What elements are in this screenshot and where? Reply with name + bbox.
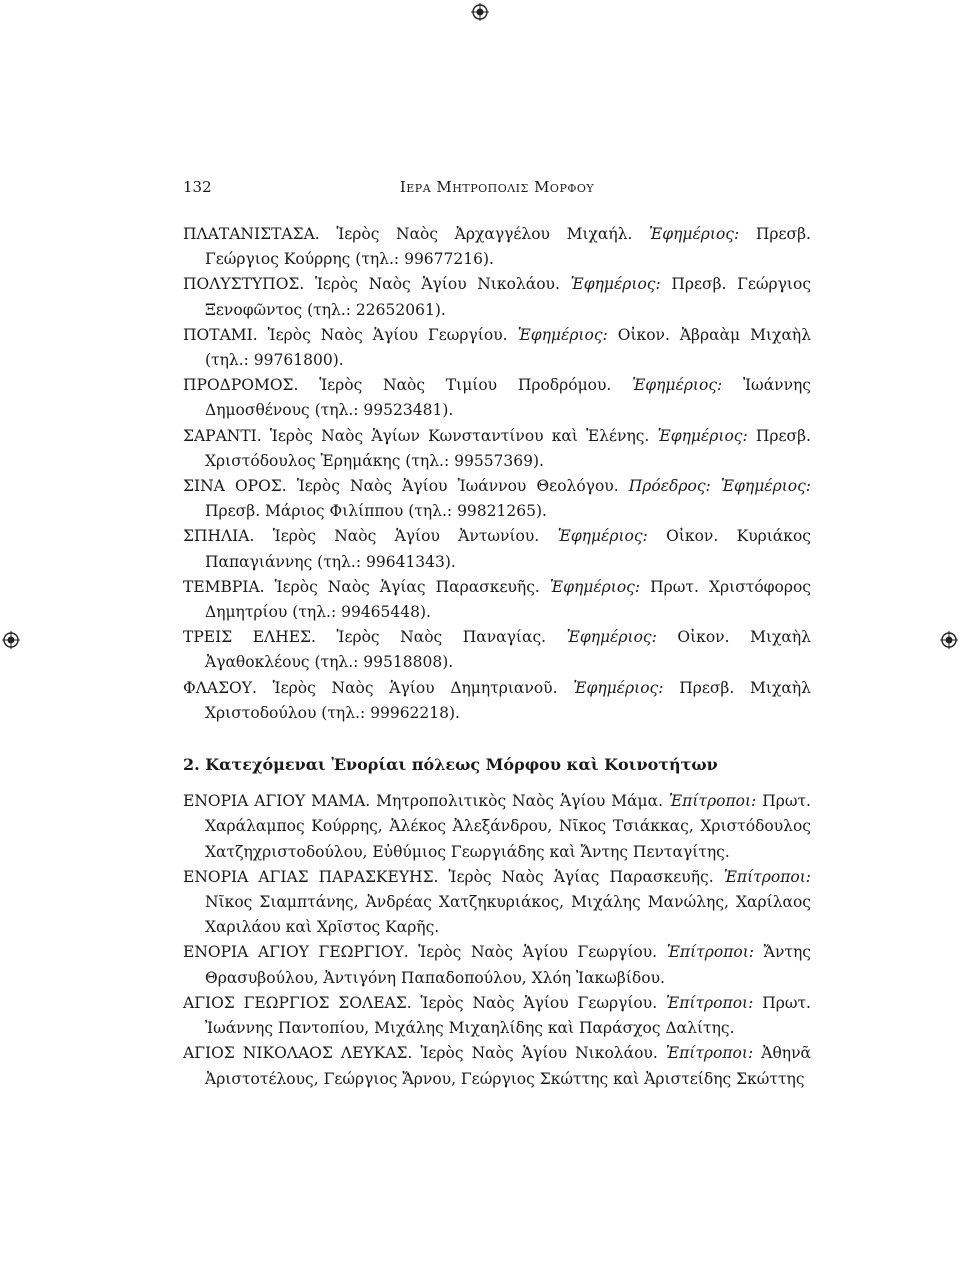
entry-church: Ἱερὸς Ναὸς Ἁγίου Γεωργίου.: [267, 325, 508, 344]
entry-church: Ἱερὸς Ναὸς Ἁγίου Νικολάου.: [420, 1044, 658, 1063]
list-item: [183, 625, 811, 675]
entry-details: Οἰκον. Κυριάκος Παπαγιάννης (τηλ.: 99641343).: [205, 527, 811, 571]
entry-role: Ἐφημέριος:: [517, 325, 608, 344]
entry-place: ΠΡΟΔΡΟΜΟΣ.: [183, 376, 299, 395]
page-number: 132: [183, 178, 212, 196]
page-body: [183, 222, 811, 1092]
entry-details: Ἀθηνᾶ Ἀριστοτέλους, Γεώργιος Ἄρνου, Γεώργιος Σκώττης καὶ Ἀριστείδης Σκώττης: [205, 1044, 811, 1088]
list-item: [183, 991, 811, 1041]
list-item: [183, 323, 811, 373]
entry-role: Ἐφημέριος:: [632, 376, 723, 395]
entry-church: Μητροπολιτικὸς Ναὸς Ἁγίου Μάμα.: [376, 792, 664, 811]
registration-mark-icon: [2, 631, 20, 649]
list-item: [183, 474, 811, 524]
registration-mark-icon: [471, 3, 489, 21]
entry-church: Ἱερὸς Ναὸς Ἁγίας Παρασκευῆς.: [274, 577, 540, 596]
list-item: [183, 222, 811, 272]
parish-list: [183, 222, 811, 726]
entry-details: Πρεσβ. Μιχαὴλ Χριστοδούλου (τηλ.: 99962218).: [205, 678, 811, 722]
entry-role: Ἐφημέριος:: [557, 527, 648, 546]
list-item: [183, 424, 811, 474]
registration-mark-icon: [940, 631, 958, 649]
entry-role: Ἐφημέριος:: [549, 577, 641, 596]
list-item: [183, 676, 811, 726]
entry-role: Ἐπίτροποι:: [723, 867, 812, 886]
entry-details: Ἰωάννης Δημοσθένους (τηλ.: 99523481).: [205, 376, 811, 420]
entry-place: ΕΝΟΡΙΑ ΑΓΙΟΥ ΜΑΜΑ.: [183, 792, 371, 811]
entry-role: Ἐφημέριος:: [573, 678, 664, 697]
entry-place: ΤΡΕΙΣ ΕΛΗΕΣ.: [183, 628, 316, 647]
entry-church: Ἱερὸς Ναὸς Ἁγίου Ἰωάννου Θεολόγου.: [296, 477, 619, 496]
entry-role: Ἐφημέριος:: [649, 225, 740, 243]
entry-details: Πρεσβ. Γεώργιος Ξενοφῶντος (τηλ.: 22652061).: [205, 275, 812, 319]
entry-role: Ἐπίτροποι:: [666, 943, 755, 962]
list-item: [183, 1041, 811, 1091]
entry-role: Ἐπίτροποι:: [666, 993, 754, 1012]
entry-place: ΣΑΡΑΝΤΙ.: [183, 426, 262, 445]
entry-role: Πρόεδρος: Ἐφημέριος:: [628, 477, 812, 496]
entry-place: ΕΝΟΡΙΑ ΑΓΙΑΣ ΠΑΡΑΣΚΕΥΗΣ.: [183, 867, 439, 886]
entry-role: Ἐπίτροποι:: [665, 1044, 754, 1063]
entry-church: Ἱερὸς Ναὸς Ἁγίας Παρασκευῆς.: [448, 867, 714, 886]
entry-church: Ἱερὸς Ναὸς Ἁγίου Δημητριανοῦ.: [272, 678, 558, 697]
entry-place: ΦΛΑΣΟΥ.: [183, 678, 257, 697]
entry-details: Ἄντης Θρασυβούλου, Ἀντιγόνη Παπαδοπούλου, Χλόη Ἰακωβίδου.: [205, 943, 811, 987]
entry-details: Πρωτ. Ἰωάννης Παντοπίου, Μιχάλης Μιχαηλίδης καὶ Παράσχος Δαλίτης.: [205, 993, 811, 1038]
entry-church: Ἱερὸς Ναὸς Ἁγίου Γεωργίου.: [420, 993, 658, 1012]
entry-place: ΑΓΙΟΣ ΝΙΚΟΛΑΟΣ ΛΕΥΚΑΣ.: [183, 1044, 413, 1063]
running-head: [183, 178, 811, 202]
entry-role: Ἐπίτροποι:: [668, 792, 757, 811]
entry-church: Ἱερὸς Ναὸς Ἁγίου Ἀντωνίου.: [272, 527, 540, 546]
list-item: [183, 575, 811, 625]
entry-details: Πρεσβ. Χριστόδουλος Ἐρημάκης (τηλ.: 99557369).: [205, 426, 811, 470]
section-heading: 2. Κατεχόμεναι Ἐνορίαι πόλεως Μόρφου καὶ Κοινοτήτων: [183, 755, 718, 775]
entry-church: Ἱερὸς Ναὸς Τιμίου Προδρόμου.: [319, 376, 612, 395]
entry-place: ΤΕΜΒΡΙΑ.: [183, 577, 265, 596]
entry-church: Ἱερὸς Ναὸς Ἁγίου Γεωργίου.: [418, 943, 658, 962]
entry-details: Πρωτ. Χαράλαμπος Κούρρης, Ἀλέκος Ἀλεξάνδρου, Νῖκος Τσιάκκας, Χριστόδουλος Χατζηχριστοδούλου, Εὐθύμιος Γεωργιάδης καὶ Ἄντης Πενταγίτης.: [205, 792, 811, 861]
entry-church: Ἱερὸς Ναὸς Ἀρχαγγέλου Μιχαήλ.: [336, 225, 633, 243]
entry-place: ΠΟΤΑΜΙ.: [183, 325, 258, 344]
entry-role: Ἐφημέριος:: [570, 275, 661, 294]
list-item: [183, 373, 811, 423]
entry-church: Ἱερὸς Ναὸς Ἁγίου Νικολάου.: [314, 275, 560, 294]
entry-place: ΣΠΗΛΙΑ.: [183, 527, 255, 546]
entry-details: Πρεσβ. Γεώργιος Κούρρης (τηλ.: 99677216).: [205, 225, 811, 269]
entry-church: Ἱερὸς Ναὸς Ἁγίων Κωνσταντίνου καὶ Ἑλένης.: [269, 426, 650, 445]
entry-place: ΑΓΙΟΣ ΓΕΩΡΓΙΟΣ ΣΟΛΕΑΣ.: [183, 993, 412, 1012]
entry-place: ΣΙΝΑ ΟΡΟΣ.: [183, 477, 287, 496]
occupied-parish-list: [183, 789, 811, 1091]
list-item: [183, 940, 811, 990]
entry-role: Ἐφημέριος:: [657, 426, 748, 445]
entry-details: Πρεσβ. Μάριος Φιλίππου (τηλ.: 99821265).: [205, 502, 547, 521]
entry-details: Πρωτ. Χριστόφορος Δημητρίου (τηλ.: 99465448).: [205, 577, 811, 622]
list-item: [183, 524, 811, 574]
running-title: Ιερα Μητροπολις Μορφου: [399, 178, 595, 196]
entry-details: Οἰκον. Μιχαὴλ Ἀγαθοκλέους (τηλ.: 99518808).: [205, 628, 812, 672]
list-item: [183, 272, 811, 322]
entry-place: ΠΟΛΥΣΤΥΠΟΣ.: [183, 275, 305, 294]
entry-details: Οἰκον. Ἀβραὰμ Μιχαὴλ (τηλ.: 99761800).: [205, 325, 812, 370]
entry-role: Ἐφημέριος:: [566, 628, 657, 647]
entry-place: ΠΛΑΤΑΝΙΣΤΑΣΑ.: [183, 225, 320, 243]
entry-details: Νῖκος Σιαμπτάνης, Ἀνδρέας Χατζηκυριάκος, Μιχάλης Μανώλης, Χαρίλαος Χαριλάου καὶ Χρῖστος Καρῆς.: [205, 893, 811, 937]
entry-church: Ἱερὸς Ναὸς Παναγίας.: [336, 628, 547, 647]
list-item: [183, 789, 811, 865]
entry-place: ΕΝΟΡΙΑ ΑΓΙΟΥ ΓΕΩΡΓΙΟΥ.: [183, 943, 409, 962]
list-item: [183, 865, 811, 941]
